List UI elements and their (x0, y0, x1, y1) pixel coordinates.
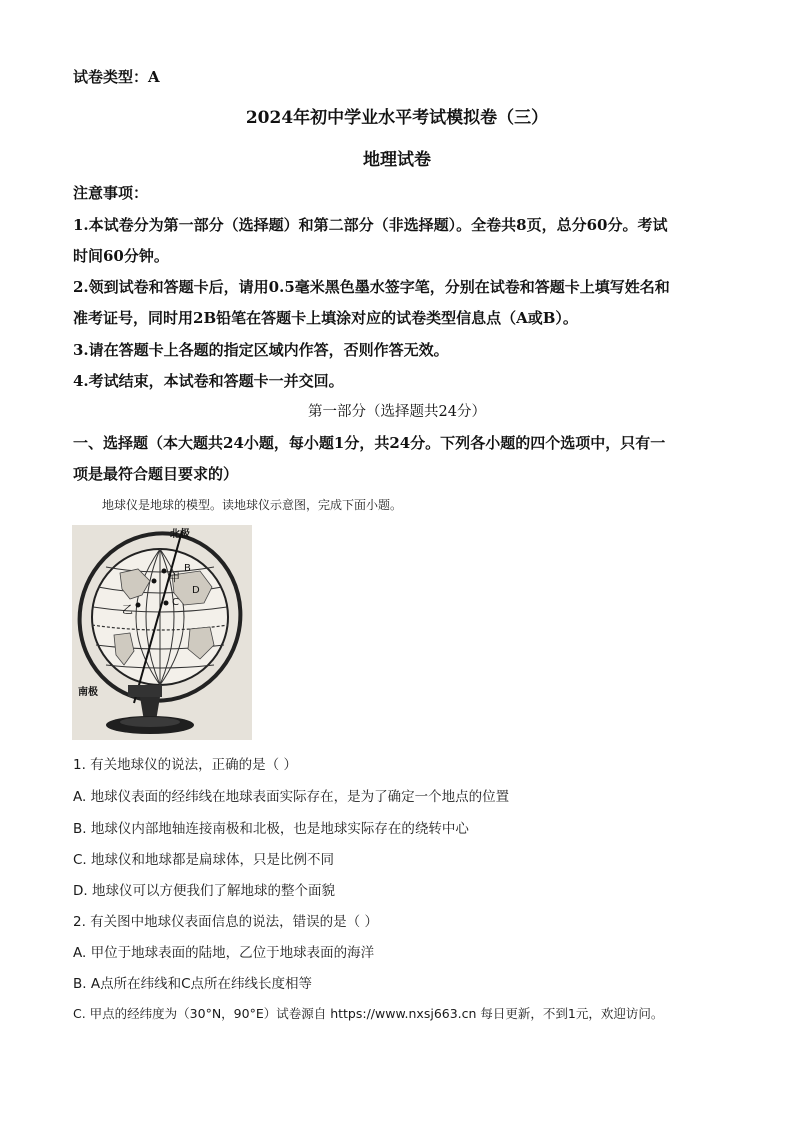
point-yi-label: 乙 (122, 603, 133, 616)
notes-line: 准考证号，同时用2B铅笔在答题卡上填涂对应的试卷类型信息点（A或B）。 (73, 309, 578, 327)
point-jia-label: 甲 (169, 571, 180, 584)
question-option: A. 甲位于地球表面的陆地，乙位于地球表面的海洋 (73, 945, 375, 961)
question-option: B. 地球仪内部地轴连接南极和北极，也是地球实际存在的绕转中心 (73, 821, 469, 837)
question-stem: 2. 有关图中地球仪表面信息的说法，错误的是（ ） (73, 914, 378, 930)
globe-figure (72, 525, 252, 740)
globe-illustration (72, 525, 252, 740)
notes-line: 1.本试卷分为第一部分（选择题）和第二部分（非选择题）。全卷共8页，总分60分。考试 (73, 216, 668, 234)
section-instruction: 一、选择题（本大题共24小题，每小题1分，共24分。下列各小题的四个选项中，只有一 (73, 434, 666, 452)
question-stem: 1. 有关地球仪的说法，正确的是（ ） (73, 757, 297, 773)
question-option: C. 甲点的经纬度为（30°N，90°E）试卷源自 https://www.nxsj663.cn 每日更新，不到1元，欢迎访问。 (73, 1006, 664, 1021)
notes-line: 4.考试结束，本试卷和答题卡一并交回。 (73, 372, 344, 390)
subject-title: 地理试卷 (363, 150, 431, 170)
notes-line: 2.领到试卷和答题卡后，请用0.5毫米黑色墨水签字笔，分别在试卷和答题卡上填写姓名和 (73, 278, 670, 296)
south-pole-label: 南极 (78, 687, 98, 698)
part1-heading: 第一部分（选择题共24分） (308, 404, 486, 420)
notes-line: 时间60分钟。 (73, 247, 169, 265)
question-intro: 地球仪是地球的模型。读地球仪示意图，完成下面小题。 (102, 498, 403, 512)
point-c-label: C (172, 597, 179, 608)
question-option: D. 地球仪可以方便我们了解地球的整个面貌 (73, 883, 335, 899)
paper-type-label: 试卷类型：A (73, 68, 160, 86)
question-option: A. 地球仪表面的经纬线在地球表面实际存在，是为了确定一个地点的位置 (73, 789, 510, 805)
point-d-label: D (192, 585, 200, 596)
exam-title: 2024年初中学业水平考试模拟卷（三） (245, 108, 549, 128)
question-option: B. A点所在纬线和C点所在纬线长度相等 (73, 976, 313, 992)
section-instruction: 项是最符合题目要求的） (73, 465, 239, 483)
question-option: C. 地球仪和地球都是扁球体，只是比例不同 (73, 852, 335, 868)
point-b-label: B (184, 563, 191, 574)
notes-line: 3.请在答题卡上各题的指定区域内作答，否则作答无效。 (73, 341, 449, 359)
notes-heading: 注意事项： (73, 184, 149, 202)
north-pole-label: 北极 (170, 529, 190, 540)
